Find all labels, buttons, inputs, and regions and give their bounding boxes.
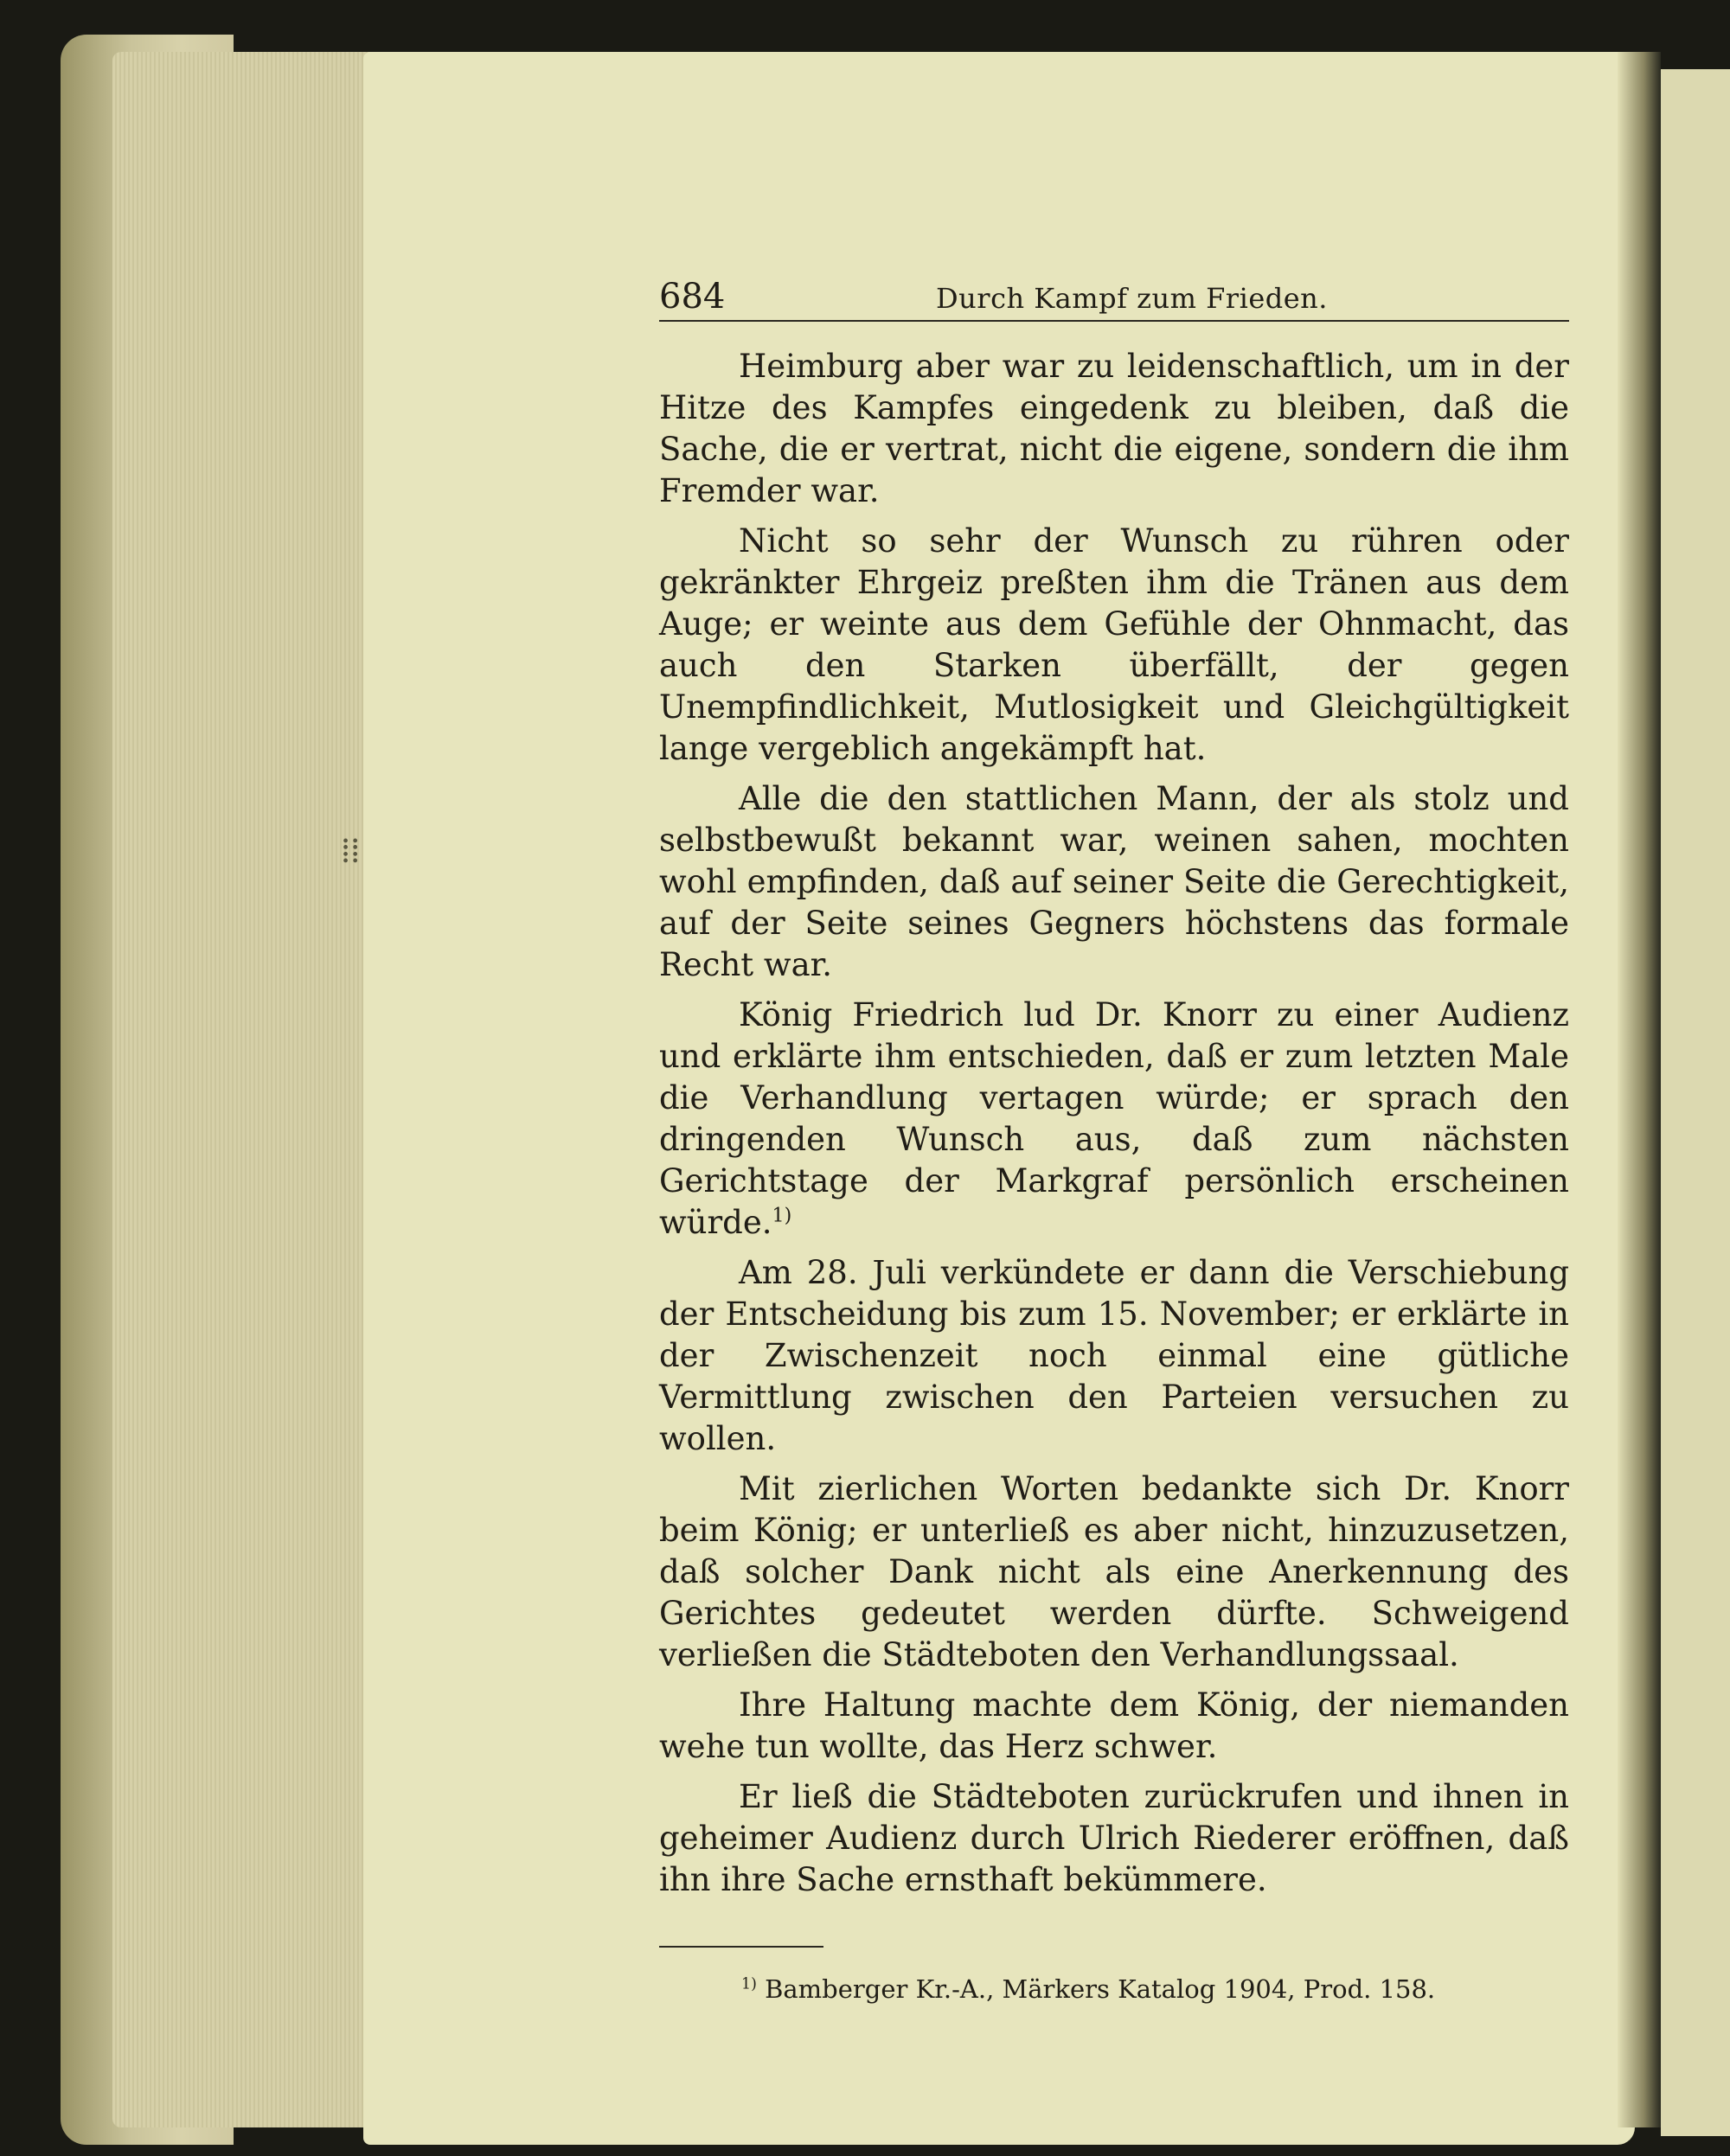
footnote bbox=[659, 1972, 1569, 2006]
page-content bbox=[659, 277, 1569, 2006]
footnote-divider bbox=[659, 1946, 823, 1948]
binding-mark: ⁞⁞ bbox=[341, 831, 361, 871]
paragraph: Alle die den stattlichen Mann, der als stolz und selbstbewußt bekannt war, weinen sahen, mochten wohl empfinden, daß auf seiner Seite die Gerechtigkeit, auf der Seite seines Gegners höchstens das formale Recht war. bbox=[659, 780, 1569, 983]
running-head: Durch Kampf zum Frieden. bbox=[936, 282, 1328, 315]
page-gutter bbox=[1618, 52, 1661, 2127]
facing-page-edge bbox=[1661, 69, 1730, 2136]
footnote-reference[interactable]: 1) bbox=[772, 1204, 792, 1227]
paragraph: Er ließ die Städteboten zurückrufen und ihnen in geheimer Audienz durch Ulrich Riederer eröffnen, daß ihn ihre Sache ernsthaft bekümmere. bbox=[659, 1778, 1569, 1898]
paragraph-text: König Friedrich lud Dr. Knorr zu einer Audienz und erklärte ihm entschieden, daß er zum letzten Male die Verhandlung vertagen würde; er sprach den dringenden Wunsch aus, daß zum nächsten Gerichtstage der Markgraf persönlich erscheinen würde. bbox=[659, 996, 1569, 1241]
paragraph-with-footnote-ref bbox=[659, 995, 1569, 1244]
page-number: 684 bbox=[659, 277, 726, 317]
footnote-text: Bamberger Kr.-A., Märkers Katalog 1904, Prod. 158. bbox=[765, 1974, 1436, 2004]
page-header bbox=[659, 277, 1569, 322]
paragraph: Heimburg aber war zu leidenschaftlich, um in der Hitze des Kampfes eingedenk zu bleiben, daß die Sache, die er vertrat, nicht die eigene, sondern die ihm Fremder war. bbox=[659, 348, 1569, 509]
paragraph: Ihre Haltung machte dem König, der niemanden wehe tun wollte, das Herz schwer. bbox=[659, 1686, 1569, 1765]
paragraph: Mit zierlichen Worten bedankte sich Dr. Knorr beim König; er unterließ es aber nicht, hinzuzusetzen, daß solcher Dank nicht als eine Anerkennung des Gerichtes gedeutet werden dürfte. Schweigend verließen die Städteboten den Verhandlungssaal. bbox=[659, 1470, 1569, 1673]
paragraph: Nicht so sehr der Wunsch zu rühren oder gekränkter Ehrgeiz preßten ihm die Tränen aus dem Auge; er weinte aus dem Gefühle der Ohnmacht, das auch den Starken überfällt, der gegen Unempfindlichkeit, Mutlosigkeit und Gleichgültigkeit lange vergeblich angekämpft hat. bbox=[659, 522, 1569, 767]
paragraph: Am 28. Juli verkündete er dann die Verschiebung der Entscheidung bis zum 15. November; er erklärte in der Zwischenzeit noch einmal eine gütliche Vermittlung zwischen den Parteien versuchen zu wollen. bbox=[659, 1254, 1569, 1457]
footnote-marker: 1) bbox=[741, 1975, 757, 1993]
page-stack bbox=[112, 52, 389, 2127]
